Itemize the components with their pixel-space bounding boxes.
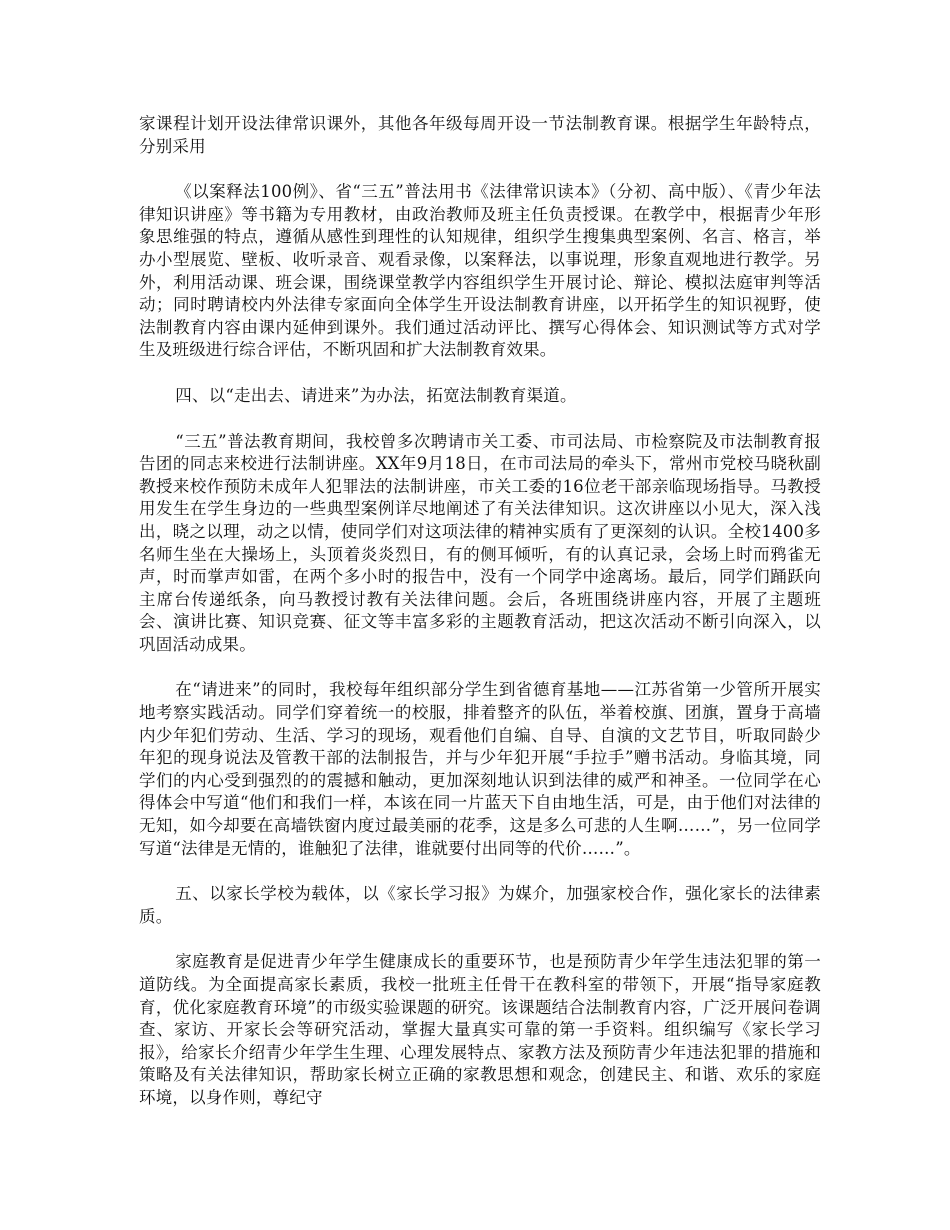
paragraph-2: 《以案释法100例》、省“三五”普法用书《法律常识读本》（分初、高中版）、《青少年法律知识讲座》等书籍为专用教材，由政治教师及班主任负责授课。在教学中，根据青少年形象思维强的特点，遵循从感性到理性的认知规律，组织学生搜集典型案例、名言、格言，举办小型展览、壁板、收听录音、观看录像，以案释法，以事说理，形象直观地进行教学。另外，利用活动课、班会课，围绕课堂教学内容组织学生开展讨论、辩论、模拟法庭审判等活动；同时聘请校内外法律专家面向全体学生开设法制教育讲座，以开拓学生的知识视野，使法制教育内容由课内延伸到课外。我们通过活动评比、撰写心得体会、知识测试等方式对学生及班级进行综合评估，不断巩固和扩大法制教育效果。	[139, 182, 821, 360]
paragraph-5: 家庭教育是促进青少年学生健康成长的重要环节，也是预防青少年学生违法犯罪的第一道防线。为全面提高家长素质，我校一批班主任骨干在教科室的带领下，开展“指导家庭教育，优化家庭教育环境”的市级实验课题的研究。该课题结合法制教育内容，广泛开展问卷调查、家访、开家长会等研究活动，掌握大量真实可靠的第一手资料。组织编写《家长学习报》，给家长介绍青少年学生生理、心理发展特点、家教方法及预防青少年违法犯罪的措施和策略及有关法律知识，帮助家长树立正确的家教思想和观念，创建民主、和谐、欢乐的家庭环境，以身作则，尊纪守	[139, 952, 821, 1107]
section-heading-5: 五、以家长学校为载体，以《家长学习报》为媒介，加强家校合作，强化家长的法律素质。	[139, 884, 821, 926]
paragraph-3: “三五”普法教育期间，我校曾多次聘请市关工委、市司法局、市检察院及市法制教育报告团的同志来校进行法制讲座。XX年9月18日，在市司法局的牵头下，常州市党校马晓秋副教授来校作预防未成年人犯罪法的法制讲座，市关工委的16位老干部亲临现场指导。马教授用发生在学生身边的一些典型案例详尽地阐述了有关法律知识。这次讲座以小见大，深入浅出，晓之以理，动之以情，使同学们对这项法律的精神实质有了更深刻的认识。全校1400多名师生坐在大操场上，头顶着炎炎烈日，有的侧耳倾听，有的认真记录，会场上时而鸦雀无声，时而掌声如雷，在两个多小时的报告中，没有一个同学中途离场。最后，同学们踊跃向主席台传递纸条，向马教授讨教有关法律问题。会后，各班围绕讲座内容，开展了主题班会、演讲比赛、知识竞赛、征文等丰富多彩的主题教育活动，把这次活动不断引向深入，以巩固活动成果。	[139, 431, 821, 654]
document-body	[139, 113, 821, 1133]
section-heading-4: 四、以“走出去、请进来”为办法，拓宽法制教育渠道。	[175, 385, 577, 405]
paragraph-4: 在“请进来”的同时，我校每年组织部分学生到省德育基地——江苏省第一少管所开展实地考察实践活动。同学们穿着统一的校服，排着整齐的队伍，举着校旗、团旗，置身于高墙内少年犯们劳动、生活、学习的现场，观看他们自编、自导、自演的文艺节目，听取同龄少年犯的现身说法及管教干部的法制报告，并与少年犯开展“手拉手”赠书活动。身临其境，同学们的内心受到强烈的的震撼和触动，更加深刻地认识到法律的威严和神圣。一位同学在心得体会中写道“他们和我们一样，本该在同一片蓝天下自由地生活，可是，由于他们对法律的无知，如今却要在高墙铁窗内度过最美丽的花季，这是多么可悲的人生啊……”，另一位同学写道“法律是无情的，谁触犯了法律，谁就要付出同等的代价……”。	[139, 680, 821, 858]
paragraph-1: 家课程计划开设法律常识课外，其他各年级每周开设一节法制教育课。根据学生年龄特点，分别采用	[139, 114, 821, 156]
